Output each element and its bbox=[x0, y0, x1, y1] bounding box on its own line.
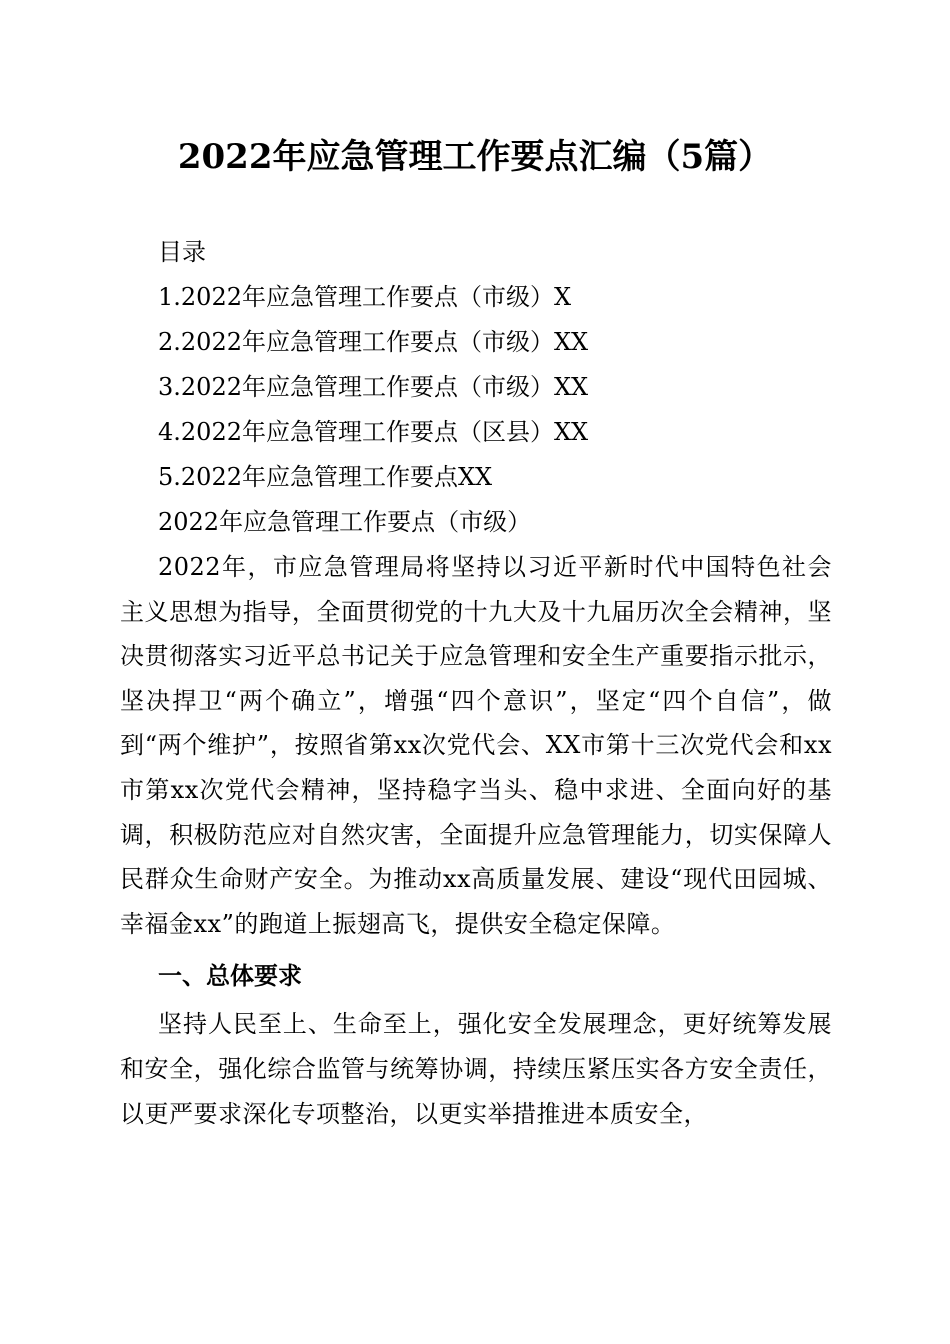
table-of-contents bbox=[158, 230, 858, 545]
toc-item: 3.2022年应急管理工作要点（市级）XX bbox=[158, 373, 589, 401]
toc-item: 5.2022年应急管理工作要点XX bbox=[158, 463, 493, 491]
document-body bbox=[120, 545, 832, 1136]
toc-item: 2.2022年应急管理工作要点（市级）XX bbox=[158, 328, 589, 356]
toc-heading: 目录 bbox=[158, 238, 206, 266]
intro-paragraph: 2022年，市应急管理局将坚持以习近平新时代中国特色社会主义思想为指导，全面贯彻党的十九大及十九届历次全会精神，坚决贯彻落实习近平总书记关于应急管理和安全生产重要指示批示，坚决捍卫“两个确立”，增强“四个意识”，坚定“四个自信”，做到“两个维护”，按照省第xx次党代会、XX市第十三次党代会和xx市第xx次党代会精神，坚持稳字当头、稳中求进、全面向好的基调，积极防范应对自然灾害，全面提升应急管理能力，切实保障人民群众生命财产安全。为推动xx高质量发展、建设“现代田园城、幸福金xx”的跑道上振翅高飞，提供安全稳定保障。 bbox=[120, 553, 832, 938]
toc-item: 1.2022年应急管理工作要点（市级）X bbox=[158, 283, 572, 311]
section-heading: 一、总体要求 bbox=[158, 962, 302, 991]
section-paragraph: 坚持人民至上、生命至上，强化安全发展理念，更好统筹发展和安全，强化综合监管与统筹协调，持续压紧压实各方安全责任，以更严要求深化专项整治，以更实举措推进本质安全， bbox=[120, 1010, 832, 1128]
toc-item: 4.2022年应急管理工作要点（区县）XX bbox=[158, 418, 589, 446]
section-subtitle: 2022年应急管理工作要点（市级） bbox=[158, 508, 532, 536]
document-title: 2022年应急管理工作要点汇编（5篇） bbox=[177, 137, 773, 177]
